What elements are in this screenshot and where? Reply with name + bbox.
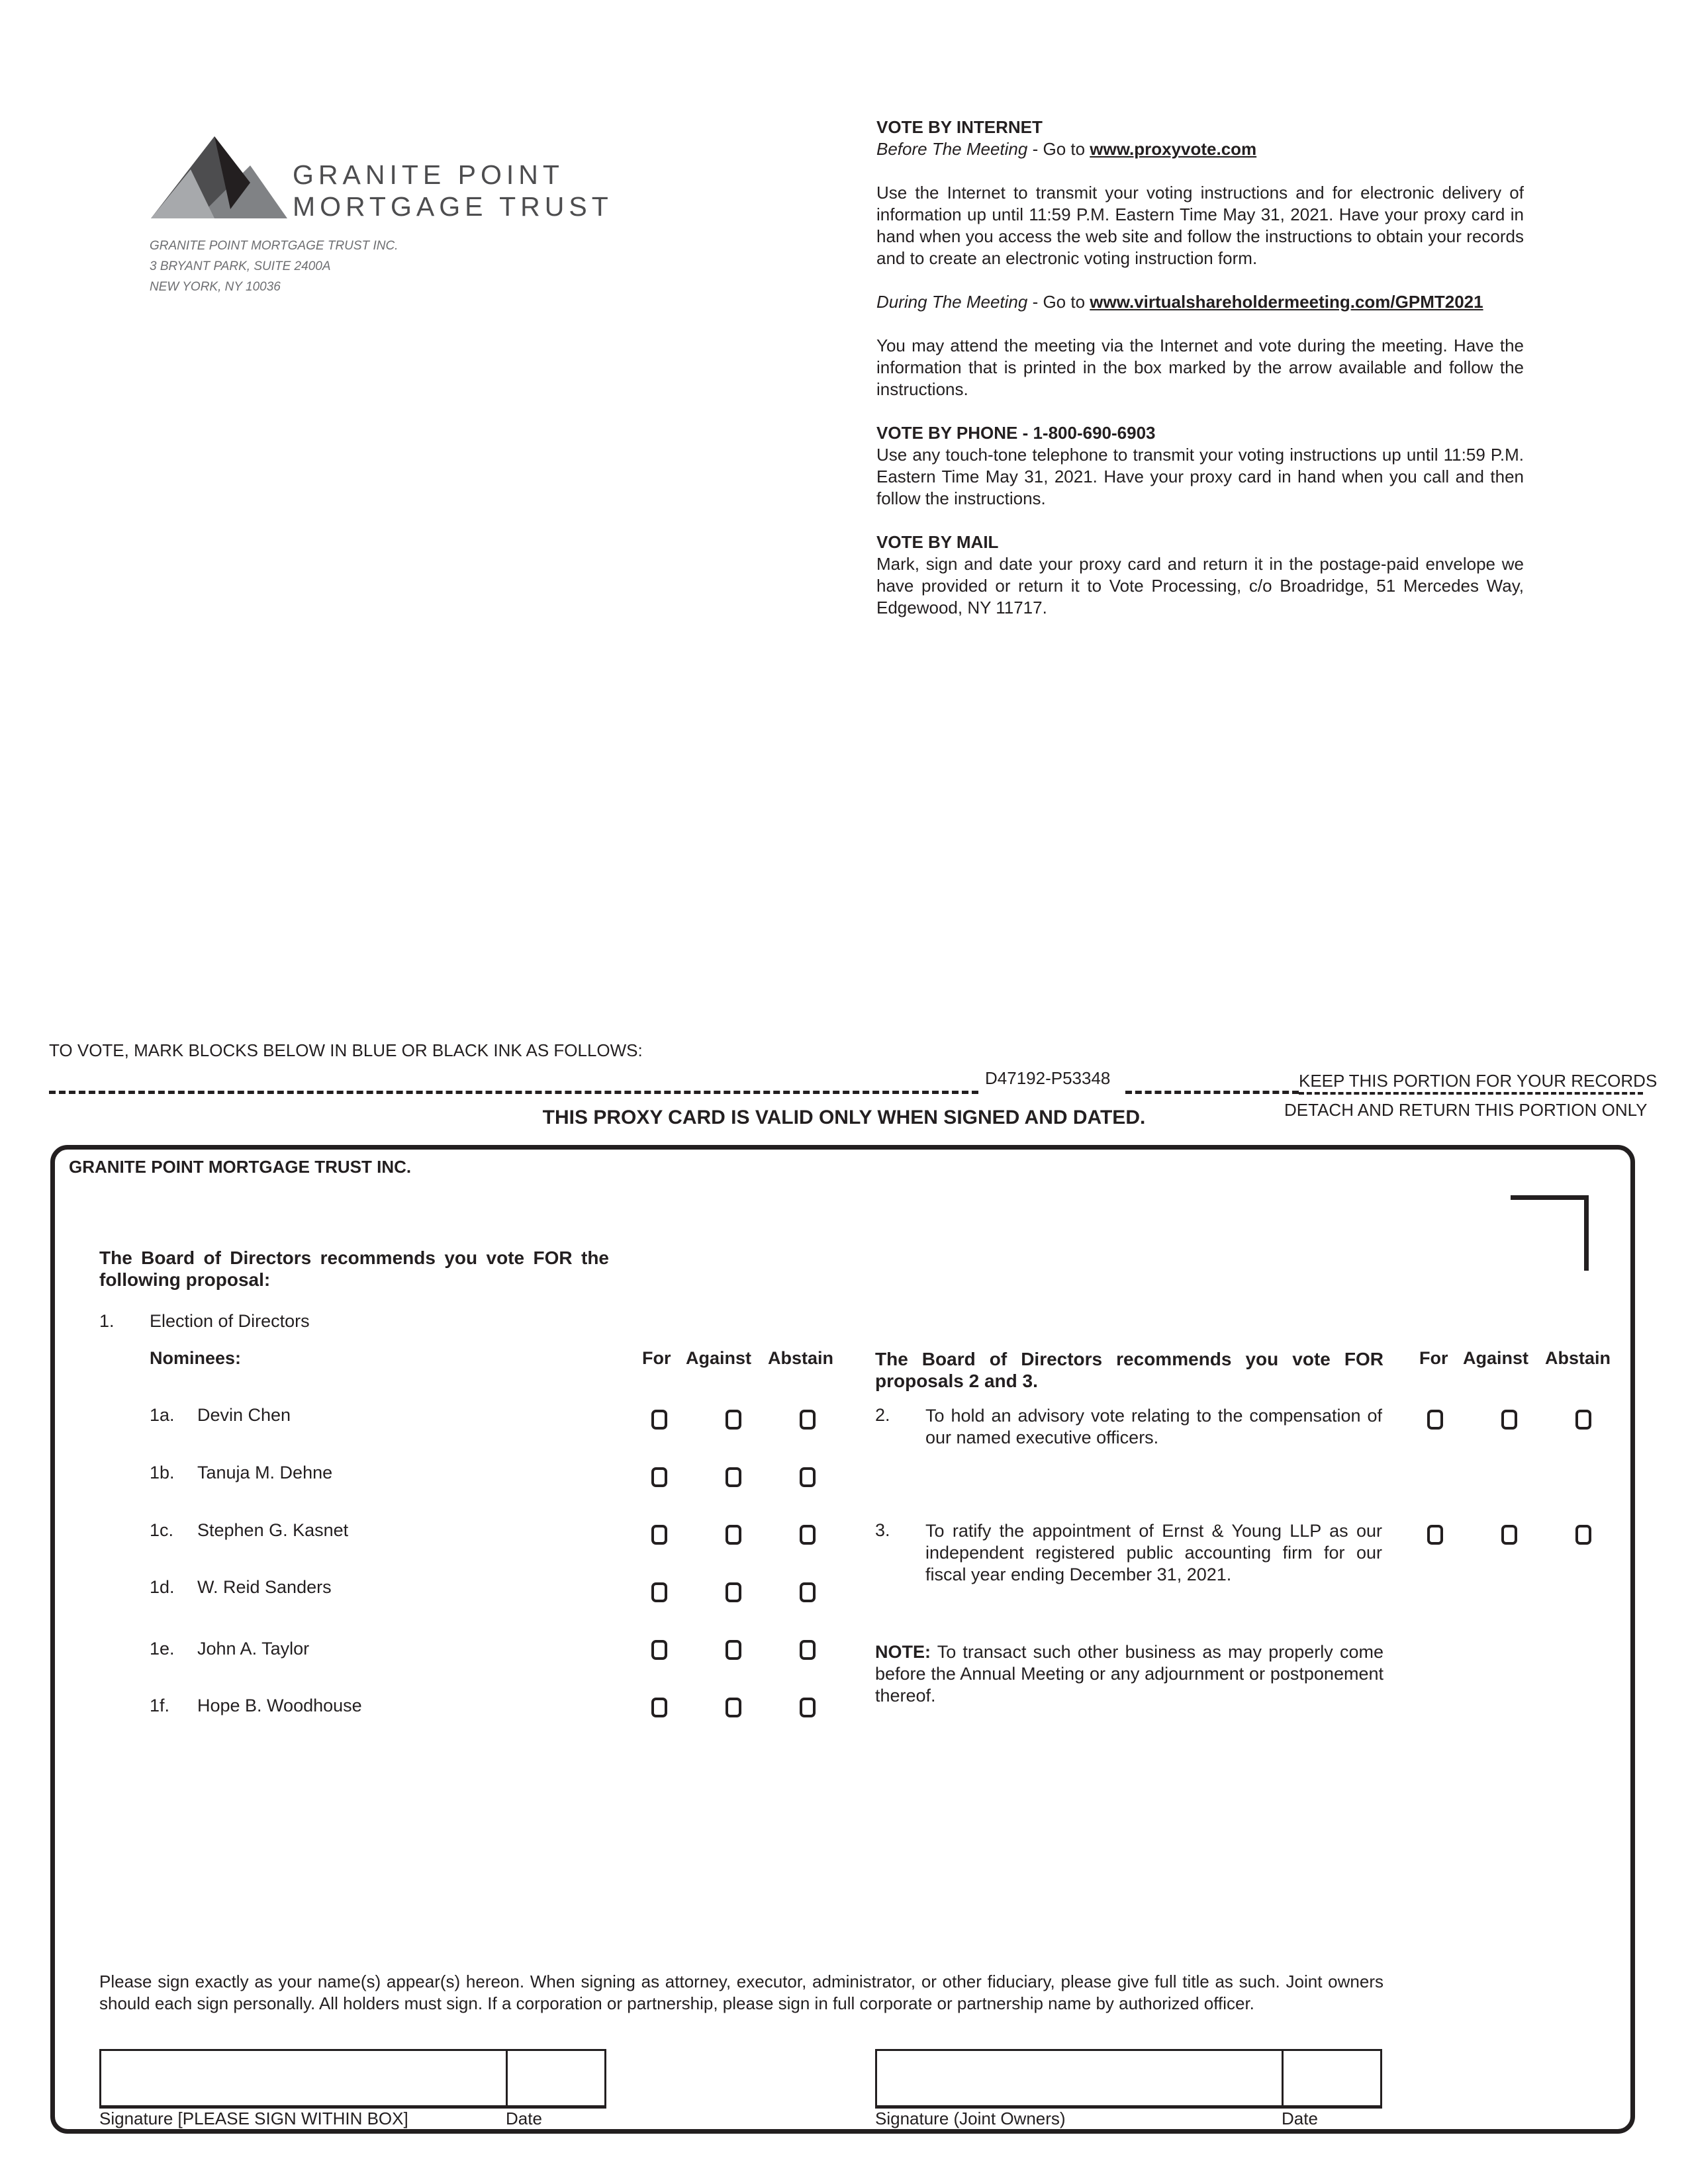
nominee-1b-for-checkbox[interactable] bbox=[651, 1467, 667, 1487]
col-abstain-right: Abstain bbox=[1545, 1348, 1611, 1368]
nominee-1a-for-checkbox[interactable] bbox=[651, 1410, 667, 1430]
phone-text: Use any touch-tone telephone to transmit your voting instructions up until 11:59 P.M. Eastern Time May 31, 2021. Have your proxy card in hand when you call and then follow the instructions. bbox=[876, 445, 1524, 508]
during-meeting-label: During The Meeting bbox=[876, 292, 1028, 312]
address-line1: GRANITE POINT MORTGAGE TRUST INC. bbox=[150, 239, 399, 253]
proposal-3-abstain-checkbox[interactable] bbox=[1575, 1525, 1591, 1545]
proxyvote-link[interactable]: www.proxyvote.com bbox=[1090, 139, 1257, 159]
mail-text: Mark, sign and date your proxy card and return it in the postage-paid envelope we have provided or return it to Vote Processing, c/o Broadridge, 51 Mercedes Way, Edgewood, NY 11717. bbox=[876, 554, 1524, 617]
col-for-right: For bbox=[1419, 1348, 1448, 1368]
during-meeting-text: You may attend the meeting via the Internet and vote during the meeting. Have the information that is printed in the box marked by the arrow available and follow the instructions. bbox=[876, 336, 1524, 399]
phone-heading: VOTE BY PHONE - 1-800-690-6903 bbox=[876, 423, 1156, 443]
keep-portion-label: KEEP THIS PORTION FOR YOUR RECORDS bbox=[1299, 1071, 1658, 1091]
board-recommendation-2: The Board of Directors recommends you vote FOR proposals 2 and 3. bbox=[875, 1349, 1383, 1391]
col-against-right: Against bbox=[1463, 1348, 1529, 1368]
nominee-1a-name: Devin Chen bbox=[197, 1405, 291, 1425]
nominee-1a-number: 1a. bbox=[150, 1405, 175, 1425]
nominee-1e-abstain-checkbox[interactable] bbox=[800, 1640, 816, 1660]
nominee-1b-number: 1b. bbox=[150, 1463, 175, 1482]
detach-dashed-line-right bbox=[1125, 1091, 1299, 1094]
nominee-1d-for-checkbox[interactable] bbox=[651, 1582, 667, 1602]
nominee-1f-name: Hope B. Woodhouse bbox=[197, 1696, 362, 1715]
joint-signature-label: Signature (Joint Owners) bbox=[875, 2109, 1066, 2128]
detach-return-label: DETACH AND RETURN THIS PORTION ONLY bbox=[1284, 1100, 1648, 1120]
signature-date-label: Date bbox=[506, 2109, 542, 2128]
logo-name-line1: GRANITE POINT bbox=[293, 159, 564, 190]
nominee-1b-against-checkbox[interactable] bbox=[726, 1467, 741, 1487]
note-label: NOTE: bbox=[875, 1642, 931, 1662]
nominee-1d-name: W. Reid Sanders bbox=[197, 1577, 332, 1597]
nominee-1c-for-checkbox[interactable] bbox=[651, 1525, 667, 1545]
col-against-left: Against bbox=[686, 1348, 752, 1368]
nominee-1b-name: Tanuja M. Dehne bbox=[197, 1463, 333, 1482]
nominee-1a-against-checkbox[interactable] bbox=[726, 1410, 741, 1430]
nominee-1e-for-checkbox[interactable] bbox=[651, 1640, 667, 1660]
before-meeting-text: Use the Internet to transmit your voting instructions and for electronic delivery of information up until 11:59 P.M. Eastern Time May 31, 2021. Have your proxy card in hand when you access the web site and follow the instructions to obtain your records and to create an electronic voting instruction form. bbox=[876, 183, 1524, 268]
during-meeting-line bbox=[876, 291, 1524, 313]
nominee-1b-abstain-checkbox[interactable] bbox=[800, 1467, 816, 1487]
note-text: To transact such other business as may properly come before the Annual Meeting or any adjournment or postponement thereof. bbox=[875, 1642, 1383, 1706]
note-paragraph bbox=[875, 1641, 1383, 1707]
signature-box[interactable] bbox=[99, 2049, 606, 2109]
detach-dashed-line bbox=[49, 1091, 978, 1094]
nominee-1c-number: 1c. bbox=[150, 1520, 174, 1540]
nominee-1f-against-checkbox[interactable] bbox=[726, 1698, 741, 1717]
address-line2: 3 BRYANT PARK, SUITE 2400A bbox=[150, 259, 331, 273]
nominee-1f-for-checkbox[interactable] bbox=[651, 1698, 667, 1717]
voting-instructions bbox=[876, 116, 1524, 619]
logo-name-line2: MORTGAGE TRUST bbox=[293, 191, 613, 222]
joint-signature-date-label: Date bbox=[1282, 2109, 1318, 2128]
proposal-2-against-checkbox[interactable] bbox=[1501, 1410, 1517, 1430]
nominee-1d-against-checkbox[interactable] bbox=[726, 1582, 741, 1602]
internet-heading: VOTE BY INTERNET bbox=[876, 117, 1043, 137]
mail-heading: VOTE BY MAIL bbox=[876, 532, 999, 552]
nominee-1e-name: John A. Taylor bbox=[197, 1639, 310, 1659]
nominee-1d-abstain-checkbox[interactable] bbox=[800, 1582, 816, 1602]
item1-title: Election of Directors bbox=[150, 1311, 310, 1331]
keep-underline-dashes bbox=[1299, 1092, 1643, 1095]
proposal-3-against-checkbox[interactable] bbox=[1501, 1525, 1517, 1545]
proposal-2-for-checkbox[interactable] bbox=[1427, 1410, 1443, 1430]
nominee-1e-number: 1e. bbox=[150, 1639, 175, 1659]
before-meeting-label: Before The Meeting bbox=[876, 139, 1028, 159]
nominee-1a-abstain-checkbox[interactable] bbox=[800, 1410, 816, 1430]
during-meeting-mid: - Go to bbox=[1027, 292, 1090, 312]
signature-label: Signature [PLEASE SIGN WITHIN BOX] bbox=[99, 2109, 408, 2128]
company-address bbox=[150, 236, 398, 297]
virtual-meeting-link[interactable]: www.virtualshareholdermeeting.com/GPMT2021 bbox=[1090, 292, 1483, 312]
nominee-1c-against-checkbox[interactable] bbox=[726, 1525, 741, 1545]
card-company-name: GRANITE POINT MORTGAGE TRUST INC. bbox=[69, 1157, 412, 1177]
to-vote-instruction: TO VOTE, MARK BLOCKS BELOW IN BLUE OR BLACK INK AS FOLLOWS: bbox=[49, 1040, 643, 1060]
board-recommendation-1: The Board of Directors recommends you vote FOR the following proposal: bbox=[99, 1248, 609, 1290]
proposal-2-number: 2. bbox=[875, 1405, 890, 1425]
before-meeting-mid: - Go to bbox=[1027, 139, 1090, 159]
nominee-1d-number: 1d. bbox=[150, 1577, 175, 1597]
proposal-3-for-checkbox[interactable] bbox=[1427, 1525, 1443, 1545]
granite-point-logo-mark bbox=[151, 136, 287, 218]
nominee-1f-abstain-checkbox[interactable] bbox=[800, 1698, 816, 1717]
col-for-left: For bbox=[642, 1348, 671, 1368]
control-number: D47192-P53348 bbox=[985, 1068, 1111, 1088]
nominee-1c-name: Stephen G. Kasnet bbox=[197, 1520, 349, 1540]
proposal-3-number: 3. bbox=[875, 1520, 890, 1540]
joint-signature-box[interactable] bbox=[875, 2049, 1382, 2109]
signature-date-divider bbox=[506, 2049, 508, 2107]
address-line3: NEW YORK, NY 10036 bbox=[150, 280, 281, 294]
valid-notice-text: THIS PROXY CARD IS VALID ONLY WHEN SIGNED AND DATED. bbox=[542, 1107, 1146, 1128]
proposal-2-abstain-checkbox[interactable] bbox=[1575, 1410, 1591, 1430]
nominee-1f-number: 1f. bbox=[150, 1696, 170, 1715]
before-meeting-line bbox=[876, 138, 1524, 160]
proposal-2-text: To hold an advisory vote relating to the compensation of our named executive officers. bbox=[925, 1406, 1382, 1447]
item1-number: 1. bbox=[99, 1311, 115, 1331]
nominees-heading: Nominees: bbox=[150, 1348, 242, 1368]
nominee-1c-abstain-checkbox[interactable] bbox=[800, 1525, 816, 1545]
proposal-3-text: To ratify the appointment of Ernst & Young LLP as our independent registered public accounting firm for our fiscal year ending December 31, 2021. bbox=[925, 1521, 1382, 1584]
col-abstain-left: Abstain bbox=[768, 1348, 834, 1368]
nominee-1e-against-checkbox[interactable] bbox=[726, 1640, 741, 1660]
joint-signature-date-divider bbox=[1282, 2049, 1284, 2107]
logo-wordmark bbox=[293, 159, 613, 222]
signing-instructions: Please sign exactly as your name(s) appear(s) hereon. When signing as attorney, executor, administrator, or other fiduciary, please give full title as such. Joint owners should each sign personally. All holders must sign. If a corporation or partnership, please sign in full corporate or partnership name by authorized officer. bbox=[99, 1972, 1383, 2013]
corner-mark bbox=[1511, 1195, 1589, 1271]
